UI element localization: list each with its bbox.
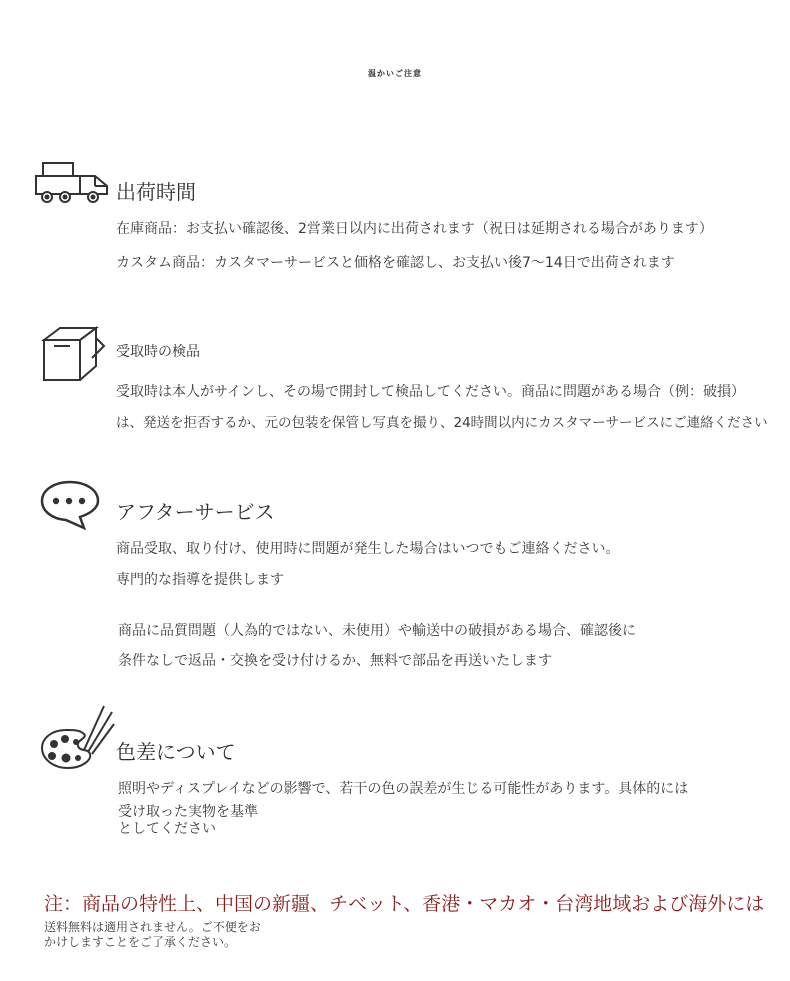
page-title: 温かいご注意: [368, 69, 422, 78]
after-sales-line-2: 専門的な指導を提供します: [116, 572, 284, 588]
color-line-1: 照明やディスプレイなどの影響で、若干の色の誤差が生じる可能性があります。具体的には: [118, 781, 689, 797]
chat-bubble-icon: [40, 480, 102, 530]
inspection-line-1: 受取時は本人がサインし、その場で開封して検品してください。商品に問題がある場合（例：破損）: [116, 384, 746, 400]
shipping-line-2: カスタム商品：カスタマーサービスと価格を確認し、お支払い後7〜14日で出荷されます: [116, 255, 675, 271]
section-heading-inspection: 受取時の検品: [116, 344, 200, 360]
box-icon: [40, 324, 108, 386]
note-title: 注：商品の特性上、中国の新疆、チベット、香港・マカオ・台湾地域および海外には: [44, 893, 765, 915]
inspection-line-2: は、発送を拒否するか、元の包装を保管し写真を撮り、24時間以内にカスタマーサービスにご連絡ください: [116, 415, 768, 431]
after-sales-line-4: 条件なしで返品・交換を受け付けるか、無料で部品を再送いたします: [118, 653, 552, 669]
color-line-3: としてください: [118, 821, 216, 837]
section-heading-shipping: 出荷時間: [116, 180, 196, 204]
truck-icon: [33, 160, 113, 206]
color-line-2: 受け取った実物を基準: [118, 804, 258, 820]
shipping-line-1: 在庫商品：お支払い確認後、2営業日以内に出荷されます（祝日は延期される場合があります）: [116, 221, 713, 237]
note-line-2: かけしますことをご了承ください。: [44, 935, 237, 949]
after-sales-line-1: 商品受取、取り付け、使用時に問題が発生した場合はいつでもご連絡ください。: [116, 541, 620, 557]
after-sales-line-3: 商品に品質問題（人為的ではない、未使用）や輸送中の破損がある場合、確認後に: [118, 623, 636, 639]
section-heading-after-sales: アフターサービス: [116, 500, 275, 524]
section-heading-color: 色差について: [116, 740, 236, 764]
note-line-1: 送料無料は適用されません。ご不便をお: [44, 920, 261, 934]
palette-icon: [38, 702, 118, 772]
